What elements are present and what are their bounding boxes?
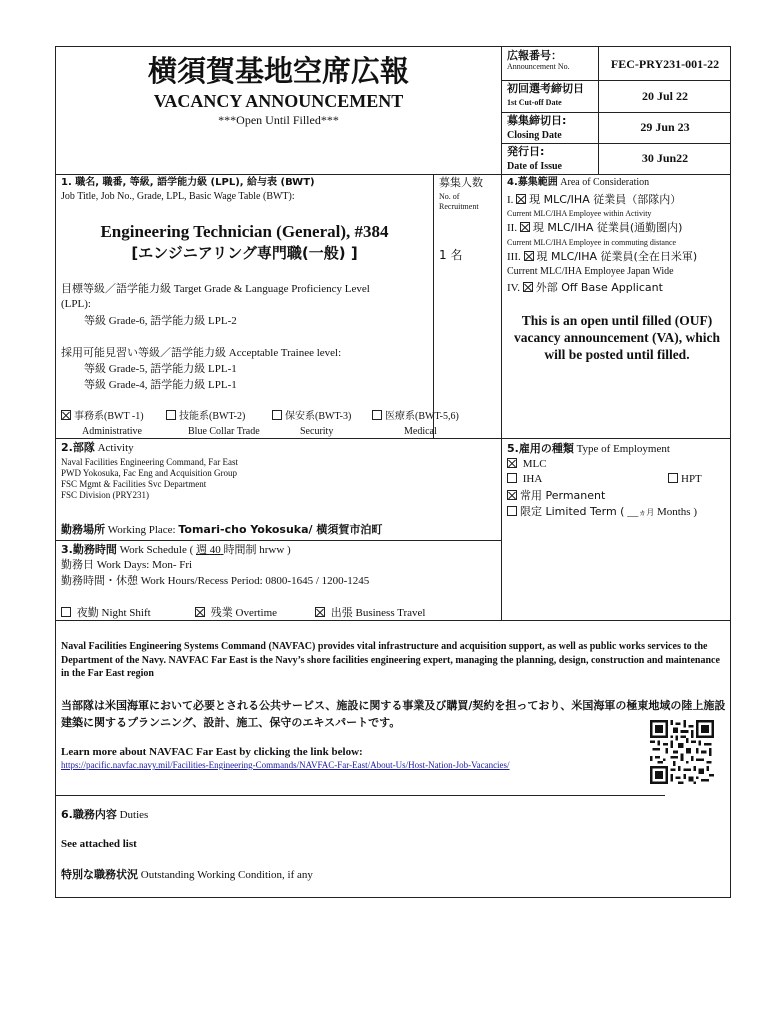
- issue-date: 30 Jun22: [641, 151, 689, 165]
- activity-line: FSC Mgmt & Facilities Svc Department: [61, 479, 207, 489]
- announcement-no-sub: Announcement No.: [507, 62, 570, 71]
- closing-label: 募集締切日:: [507, 114, 567, 127]
- area-option-4[interactable]: [507, 281, 663, 295]
- special-condition-label: 特別な職務状況: [61, 868, 138, 881]
- checkbox-checked-icon[interactable]: [520, 222, 530, 232]
- section4-heading-en: Area of Consideration: [560, 177, 650, 188]
- bwt-administrative-option[interactable]: [61, 410, 144, 423]
- bwt-blue-collar-en: Blue Collar Trade: [188, 426, 260, 437]
- area-option-4-label: 外部 Off Base Applicant: [535, 281, 663, 294]
- closing-sub: Closing Date: [507, 130, 562, 141]
- title-ja: 横須賀基地空席広報: [147, 54, 409, 88]
- checkbox-checked-icon[interactable]: [516, 194, 526, 204]
- divider-h: [55, 540, 501, 541]
- section5-heading-block: [507, 442, 670, 456]
- checkbox-empty-icon[interactable]: [507, 473, 517, 483]
- cutoff-sub: 1st Cut-off Date: [507, 98, 562, 107]
- activity-lines: [61, 457, 238, 501]
- employment-mlc[interactable]: [507, 458, 547, 471]
- divider-vertical-recruit: [433, 174, 434, 438]
- bwt-security-option[interactable]: [272, 410, 351, 423]
- section3-heading-en: Work Schedule (: [119, 544, 194, 556]
- employment-limited[interactable]: [507, 505, 697, 519]
- employment-hpt[interactable]: [668, 473, 702, 486]
- area-option-2-sub: Current MLC/IHA Employee in commuting distance: [507, 238, 677, 247]
- bwt-blue-collar-label: 技能系(BWT-2): [179, 411, 246, 422]
- bwt-medical-label: 医療系(BWT-5,6): [385, 411, 459, 422]
- area-option-2-label: 現 MLC/IHA 従業員(通勤圏内): [532, 221, 683, 234]
- overtime-option[interactable]: [195, 607, 277, 620]
- area-option-2-num: II.: [507, 222, 518, 234]
- cutoff-date: 20 Jul 22: [641, 89, 688, 103]
- divider-h: [501, 80, 731, 81]
- closing-label-block: [507, 114, 566, 142]
- workplace-label-en: Working Place:: [107, 524, 176, 536]
- section1-heading-en: Job Title, Job No., Grade, LPL, Basic Wage Table (BWT):: [61, 191, 295, 202]
- special-condition-en: Outstanding Working Condition, if any: [140, 869, 313, 881]
- area-option-1[interactable]: [507, 193, 681, 207]
- about-ja: 当部隊は米国海軍において必要とされる公共サービス、施設に関する事業及び購買/契約を担っており、米国海軍の極東地域の陸上施設建築に関するプランニング、設計、施工、保守のエキスパートです。: [61, 699, 726, 729]
- special-condition-block: [61, 868, 313, 882]
- area-option-1-label: 現 MLC/IHA 従業員（部隊内）: [529, 193, 682, 206]
- recruit-sub1: No. of: [439, 192, 460, 201]
- checkbox-checked-icon[interactable]: [315, 607, 325, 617]
- overtime-label: 残業 Overtime: [210, 607, 278, 619]
- target-label: 目標等級／語学能力級 Target Grade & Language Proficiency Level: [61, 283, 370, 295]
- employment-limited-label: 限定 Limited Term (: [520, 505, 625, 518]
- employment-permanent[interactable]: [507, 489, 605, 503]
- employment-mlc-label: MLC: [522, 458, 547, 470]
- cutoff-label-block: [507, 82, 584, 107]
- limited-term-unit: ヵ月: [638, 508, 655, 517]
- checkbox-empty-icon[interactable]: [272, 410, 282, 420]
- activity-line: PWD Yokosuka, Fac Eng and Acquisition Group: [61, 468, 237, 478]
- checkbox-empty-icon[interactable]: [166, 410, 176, 420]
- area-option-1-num: I.: [507, 194, 514, 206]
- section6-heading: 6.職務内容: [61, 808, 117, 821]
- night-shift-label: 夜勤 Night Shift: [76, 607, 151, 619]
- divider-h: [55, 174, 731, 175]
- divider-h: [55, 438, 731, 439]
- area-option-3-sub: Current MLC/IHA Employee Japan Wide: [507, 266, 674, 277]
- work-days: 勤務日 Work Days: Mon- Fri: [61, 559, 193, 571]
- target-value: 等級 Grade-6, 語学能力級 LPL-2: [84, 315, 237, 327]
- divider-h: [501, 112, 731, 113]
- section6-heading-block: [61, 808, 148, 822]
- section2-heading-en: Activity: [97, 442, 134, 454]
- section4-heading: 4.募集範囲: [507, 177, 558, 188]
- checkbox-checked-icon[interactable]: [523, 282, 533, 292]
- section6-heading-en: Duties: [119, 809, 149, 821]
- work-week: [196, 544, 224, 556]
- area-option-3-num: III.: [507, 251, 521, 263]
- job-title-en: Engineering Technician (General), #384: [100, 222, 389, 241]
- section3-heading-block: [61, 543, 291, 557]
- travel-option[interactable]: [315, 607, 426, 620]
- title-en: VACANCY ANNOUNCEMENT: [153, 91, 404, 111]
- target-label-2: (LPL):: [61, 298, 91, 310]
- checkbox-checked-icon[interactable]: [507, 458, 517, 468]
- divider-h: [55, 795, 665, 796]
- work-week-hours: 40: [209, 544, 221, 556]
- section2-heading-block: [61, 441, 134, 455]
- employment-permanent-label: 常用 Permanent: [520, 489, 606, 502]
- area-option-2[interactable]: [507, 221, 682, 235]
- closing-date: 29 Jun 23: [640, 120, 690, 134]
- employment-iha-label: IHA: [522, 473, 543, 485]
- limited-term-blank[interactable]: __: [627, 506, 639, 518]
- checkbox-empty-icon[interactable]: [507, 506, 517, 516]
- checkbox-empty-icon[interactable]: [61, 607, 71, 617]
- activity-line: FSC Division (PRY231): [61, 490, 150, 500]
- divider-h: [501, 143, 731, 144]
- limited-term-end: Months ): [656, 506, 697, 518]
- checkbox-checked-icon[interactable]: [507, 490, 517, 500]
- section5-heading: 5.雇用の種類: [507, 442, 574, 455]
- section4-heading-block: [507, 177, 649, 189]
- work-hours: 勤務時間・休憩 Work Hours/Recess Period: 0800-1645 / 1200-1245: [61, 575, 370, 587]
- employment-hpt-label: HPT: [681, 473, 702, 485]
- bwt-medical-option[interactable]: [372, 410, 459, 423]
- checkbox-checked-icon[interactable]: [524, 251, 534, 261]
- cutoff-label: 初回選考締切日: [507, 82, 584, 95]
- ouf-notice: This is an open until filled (OUF) vacancy announcement (VA), which will be posted until filled.: [513, 313, 720, 362]
- checkbox-checked-icon[interactable]: [195, 607, 205, 617]
- bwt-administrative-label: 事務系(BWT -1): [74, 411, 144, 422]
- bwt-administrative-en: Administrative: [82, 426, 142, 437]
- announcement-no-label-block: [507, 49, 570, 71]
- trainee-label: 採用可能見習い等級／語学能力級 Acceptable Trainee level:: [61, 347, 342, 359]
- section1-heading: 1. 職名, 職番, 等級, 語学能力級 (LPL), 給与表 (BWT): [61, 177, 315, 188]
- night-shift-option[interactable]: [61, 607, 151, 620]
- recruit-count: 1 名: [439, 248, 463, 262]
- subtitle: ***Open Until Filled***: [218, 113, 339, 127]
- divider-vertical-main: [501, 46, 502, 620]
- issue-label-block: [507, 145, 562, 173]
- checkbox-empty-icon[interactable]: [668, 473, 678, 483]
- job-title-ja: [エンジニアリング専門職(一般) ]: [131, 244, 358, 262]
- area-option-1-sub: Current MLC/IHA Employee within Activity: [507, 209, 652, 218]
- announcement-no: FEC-PRY231-001-22: [610, 57, 720, 71]
- trainee-grade-4: 等級 Grade-4, 語学能力級 LPL-1: [84, 379, 237, 391]
- section5-heading-en: Type of Employment: [576, 443, 670, 455]
- recruit-sub2: Recruitment: [439, 202, 479, 211]
- learn-more: Learn more about NAVFAC Far East by clicking the link below:: [61, 746, 363, 758]
- area-option-4-num: IV.: [507, 282, 520, 294]
- qr-code-icon[interactable]: [650, 720, 714, 784]
- about-en: Naval Facilities Engineering Systems Command (NAVFAC) provides vital infrastructure and acquisition support, as well as public works services to the Department of the Navy. NAVFAC Far East is the Navy’s shore facilities engineering expert, managing the planning, design, construction and maintenance in the Far East region: [61, 641, 720, 679]
- bwt-security-label: 保安系(BWT-3): [285, 411, 352, 422]
- activity-line: Naval Facilities Engineering Command, Far East: [61, 457, 238, 467]
- work-week-prefix: 週: [196, 544, 207, 556]
- checkbox-empty-icon[interactable]: [372, 410, 382, 420]
- trainee-grade-5: 等級 Grade-5, 語学能力級 LPL-1: [84, 363, 237, 375]
- section2-heading: 2.部隊: [61, 441, 95, 454]
- announcement-no-label: 広報番号：: [507, 49, 562, 62]
- divider-h: [55, 620, 731, 621]
- workplace: Tomari-cho Yokosuka/ 横須賀市泊町: [178, 523, 383, 536]
- area-option-3[interactable]: [507, 250, 697, 264]
- workplace-label: 勤務場所: [61, 523, 105, 536]
- section3-heading: 3.勤務時間: [61, 543, 117, 556]
- bwt-blue-collar-option[interactable]: [166, 410, 245, 423]
- recruit-label: 募集人数: [439, 176, 483, 189]
- checkbox-checked-icon[interactable]: [61, 410, 71, 420]
- workplace-block: [61, 523, 382, 537]
- navfac-link[interactable]: https://pacific.navfac.navy.mil/Facilities-Engineering-Commands/NAVFAC-Far-East/About-Us/Host-Nation-Job-Vacancies/: [61, 760, 510, 770]
- employment-iha[interactable]: [507, 473, 542, 486]
- bwt-medical-en: Medical: [404, 426, 437, 437]
- issue-sub: Date of Issue: [507, 161, 562, 172]
- issue-label: 発行日:: [507, 145, 545, 158]
- bwt-security-en: Security: [300, 426, 334, 437]
- travel-label: 出張 Business Travel: [330, 607, 426, 619]
- duties-text: See attached list: [61, 838, 137, 850]
- area-option-3-label: 現 MLC/IHA 従業員(全在日米軍): [536, 250, 698, 263]
- work-week-suffix: 時間制 hrww ): [223, 544, 291, 556]
